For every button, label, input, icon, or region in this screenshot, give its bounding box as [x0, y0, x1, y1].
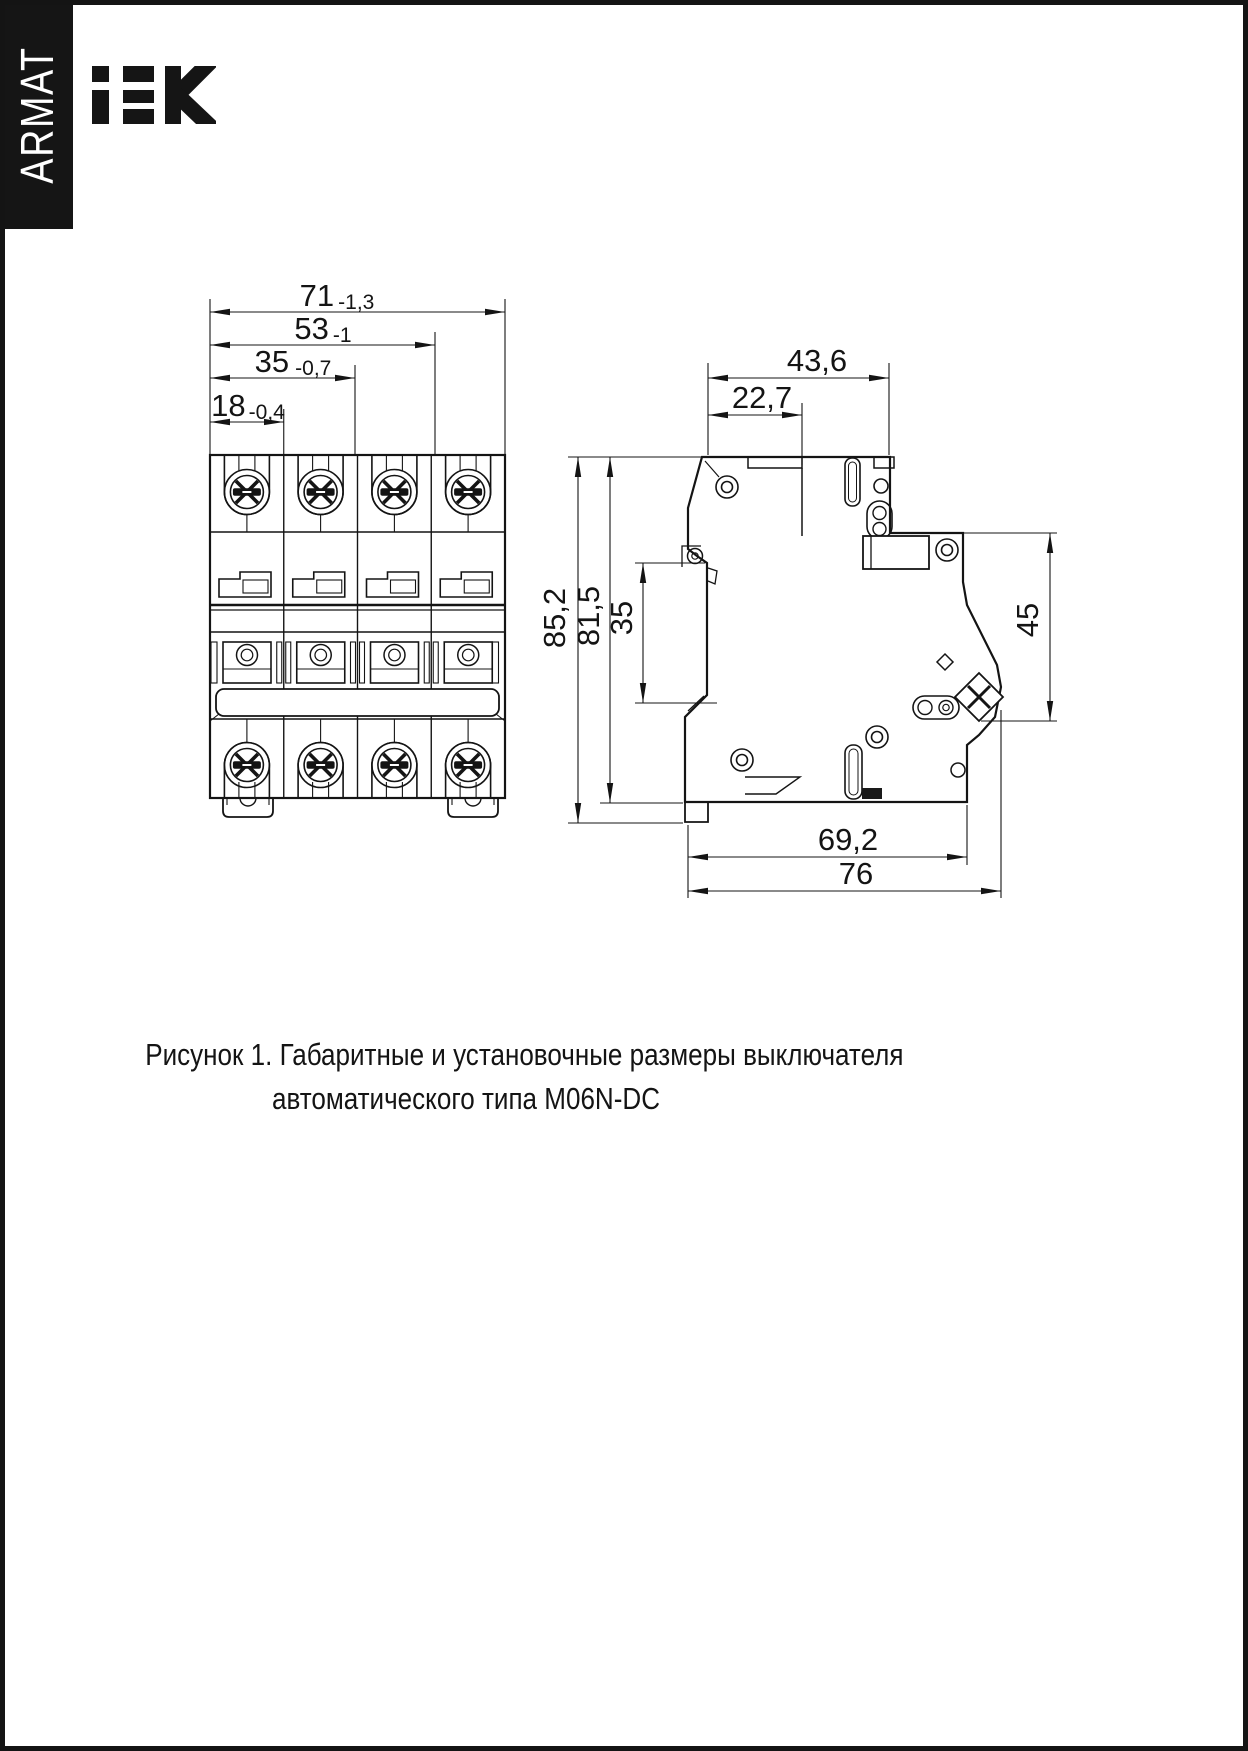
dim-18: 18 -0,4 — [211, 388, 285, 424]
side-view-dimension-labels — [537, 343, 1045, 891]
dim-71: 71 -1,3 — [299, 278, 375, 314]
side-view-dimensions — [568, 363, 1057, 898]
front-view-dimension-labels — [211, 278, 374, 424]
dim-43-6: 43,6 — [786, 343, 848, 378]
dim-76: 76 — [838, 856, 874, 891]
side-view — [682, 457, 1003, 822]
dim-22-7: 22,7 — [731, 380, 793, 415]
technical-drawing — [5, 5, 1248, 1751]
dim-81-5: 81,5 — [571, 585, 606, 647]
dim-69-2: 69,2 — [817, 822, 879, 857]
figure-caption-line1: Рисунок 1. Габаритные и установочные размеры выключателя — [145, 1037, 904, 1072]
dim-35-front: 35 -0,7 — [254, 344, 332, 380]
figure-caption-line2: автоматического типа M06N-DC — [271, 1081, 661, 1116]
dim-45: 45 — [1010, 602, 1045, 638]
figure-caption — [73, 1033, 904, 1121]
brand-banner-text: ARMAT — [10, 45, 63, 184]
iek-logo — [92, 59, 215, 131]
dim-85-2: 85,2 — [537, 587, 572, 649]
front-view — [210, 455, 505, 817]
dim-53: 53 -1 — [294, 311, 352, 347]
dim-35-side: 35 — [604, 600, 639, 636]
